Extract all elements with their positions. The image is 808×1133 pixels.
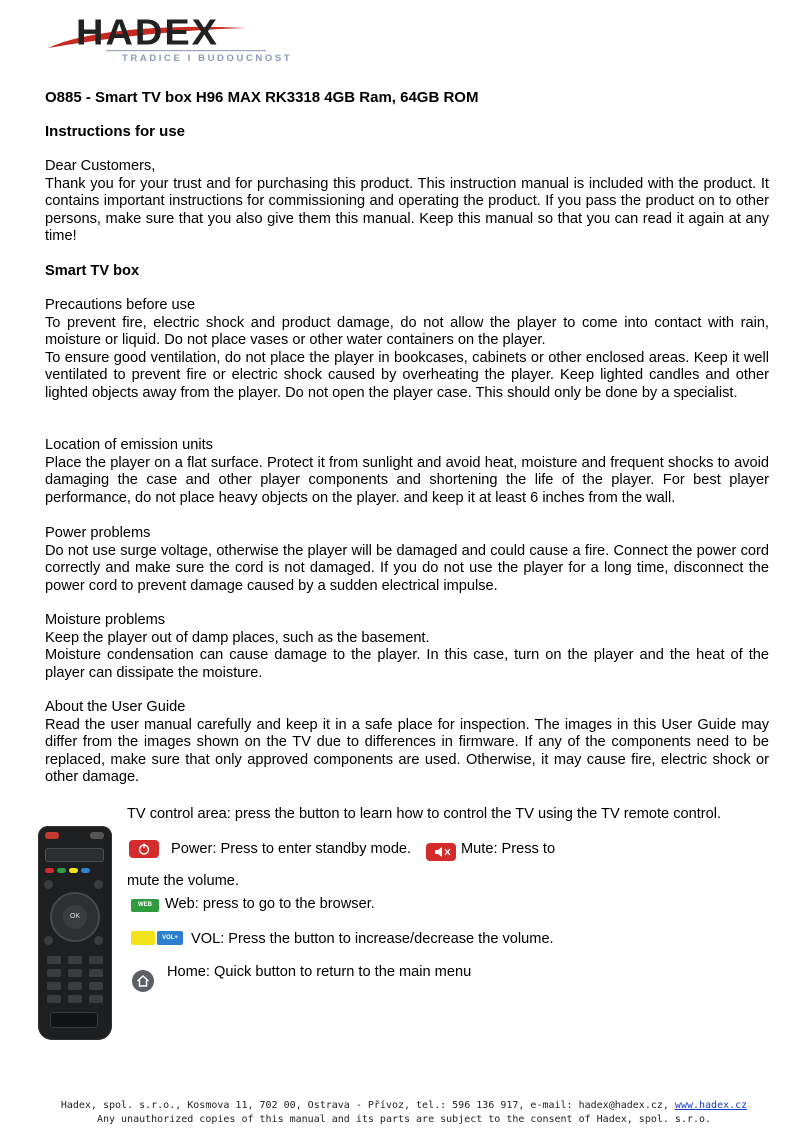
power-heading: Power problems <box>45 525 151 541</box>
precautions-heading: Precautions before use <box>45 297 196 313</box>
power-text: Do not use surge voltage, otherwise the player will be damaged and could cause a fire. Connect the power cord correctly and make sure the cord is not damaged. If you do not use the player for a long time, disconnect the power cord to prevent damage caused by a sudden electrical impulse. <box>45 542 769 594</box>
footer-website-link[interactable]: www.hadex.cz <box>674 1100 748 1111</box>
remote-back-key <box>94 880 103 889</box>
home-button-icon <box>131 969 155 993</box>
remote-num-key <box>47 995 61 1003</box>
footer-copyright: Any unauthorized copies of this manual and its parts are subject to the consent of Hadex, spol. s.r.o. <box>96 1114 712 1125</box>
remote-num-key <box>68 995 82 1003</box>
instructions-heading: Instructions for use <box>45 123 186 140</box>
remote-tv-area <box>45 848 104 862</box>
remote-vol-key <box>44 936 53 945</box>
logo-wordmark: HADEX <box>76 13 220 53</box>
moisture-p1: Keep the player out of damp places, such as the basement. <box>45 629 430 646</box>
power-text: Power: Press to enter standby mode. <box>171 841 412 857</box>
remote-num-key <box>89 956 103 964</box>
remote-num-key <box>89 982 103 990</box>
power-section <box>45 525 769 595</box>
remote-mouse-key <box>94 936 103 945</box>
remote-num-key <box>47 956 61 964</box>
remote-red-key <box>45 868 54 873</box>
remote-ok-key: OK <box>63 905 87 929</box>
remote-num-key <box>47 982 61 990</box>
remote-yellow-key <box>69 868 78 873</box>
moisture-section <box>45 612 769 682</box>
vol-text: VOL: Press the button to increase/decrease the volume. <box>191 931 554 947</box>
remote-ir-window <box>50 1012 98 1028</box>
remote-num-key <box>89 969 103 977</box>
intro-text: Thank you for your trust and for purchasing this product. This instruction manual is included with the product. It contains important instructions for commissioning and operating the product. If you pass the product on to other persons, make sure that you also give them this manual. Keep this manual so that you can read it again at any time! <box>45 175 769 245</box>
precautions-p2: To ensure good ventilation, do not place the player in bookcases, cabinets or other enclosed areas. Keep it well ventilated to prevent fire or electric shock caused by overheating the player. Keep lighted candles and other lighted objects away from the player. Do not open the player case. This should only be done by a specialist. <box>45 349 769 401</box>
precautions-p1: To prevent fire, electric shock and product damage, do not allow the player to come into contact with rain, moisture or liquid. Do not place vases or other water containers on the player. <box>45 314 769 349</box>
mute-text-a: Mute: Press to <box>461 841 556 857</box>
vol-up-button-icon: VOL+ <box>157 931 183 945</box>
location-text: Place the player on a flat surface. Protect it from sunlight and avoid heat, moisture and frequent shocks to avoid damaging the case and other player components and shortening the life of the player. For best player performance, do not place heavy objects on the player. and keep it at least 6 inches from the wall. <box>45 454 769 506</box>
tv-control-area-text: TV control area: press the button to learn how to control the TV using the TV remote control. <box>127 806 722 822</box>
footer-contact <box>0 1100 808 1111</box>
section-heading: Smart TV box <box>45 263 140 279</box>
remote-num-key <box>68 982 82 990</box>
web-text: Web: press to go to the browser. <box>165 896 375 912</box>
remote-green-key <box>57 868 66 873</box>
moisture-heading: Moisture problems <box>45 612 166 628</box>
location-heading: Location of emission units <box>45 437 213 453</box>
location-section <box>45 437 769 507</box>
remote-num-key <box>89 995 103 1003</box>
web-button-icon: WEB <box>131 899 159 912</box>
logo-tagline: TRADICE I BUDOUCNOST <box>122 53 293 64</box>
hadex-logo <box>46 10 293 68</box>
guide-heading: About the User Guide <box>45 699 186 715</box>
remote-num-key <box>47 969 61 977</box>
remote-mute-button <box>90 832 104 839</box>
page-title: O885 - Smart TV box H96 MAX RK3318 4GB Ram, 64GB ROM <box>45 89 479 106</box>
remote-num-key <box>68 969 82 977</box>
precautions-section <box>45 297 769 403</box>
remote-num-key <box>68 956 82 964</box>
guide-text: Read the user manual carefully and keep it in a safe place for inspection. The images in this User Guide may differ from the images shown on the TV due to differences in firmware. If any of the components need to be replaced, make sure that only approved components are used. Otherwise, it may cause fire, electric shock or other damage. <box>45 716 769 786</box>
greeting: Dear Customers, <box>45 158 156 174</box>
remote-home-key <box>44 880 53 889</box>
mute-button-icon <box>426 843 456 861</box>
moisture-p2: Moisture condensation can cause damage to the player. In this case, turn on the player and the heat of the player can dissipate the moisture. <box>45 647 769 681</box>
remote-power-button <box>45 832 59 839</box>
vol-down-button-icon <box>131 931 155 945</box>
power-button-icon <box>129 840 159 858</box>
mute-text-b: mute the volume. <box>127 873 239 889</box>
remote-control-image <box>38 826 112 1040</box>
footer-contact-text: Hadex, spol. s.r.o., Kosmova 11, 702 00, Ostrava - Přívoz, tel.: 596 136 917, e-mail: hadex@hadex.cz, <box>60 1100 675 1111</box>
guide-section <box>45 699 769 787</box>
remote-blue-key <box>81 868 90 873</box>
home-text: Home: Quick button to return to the main menu <box>167 964 472 980</box>
intro-section <box>45 158 769 246</box>
